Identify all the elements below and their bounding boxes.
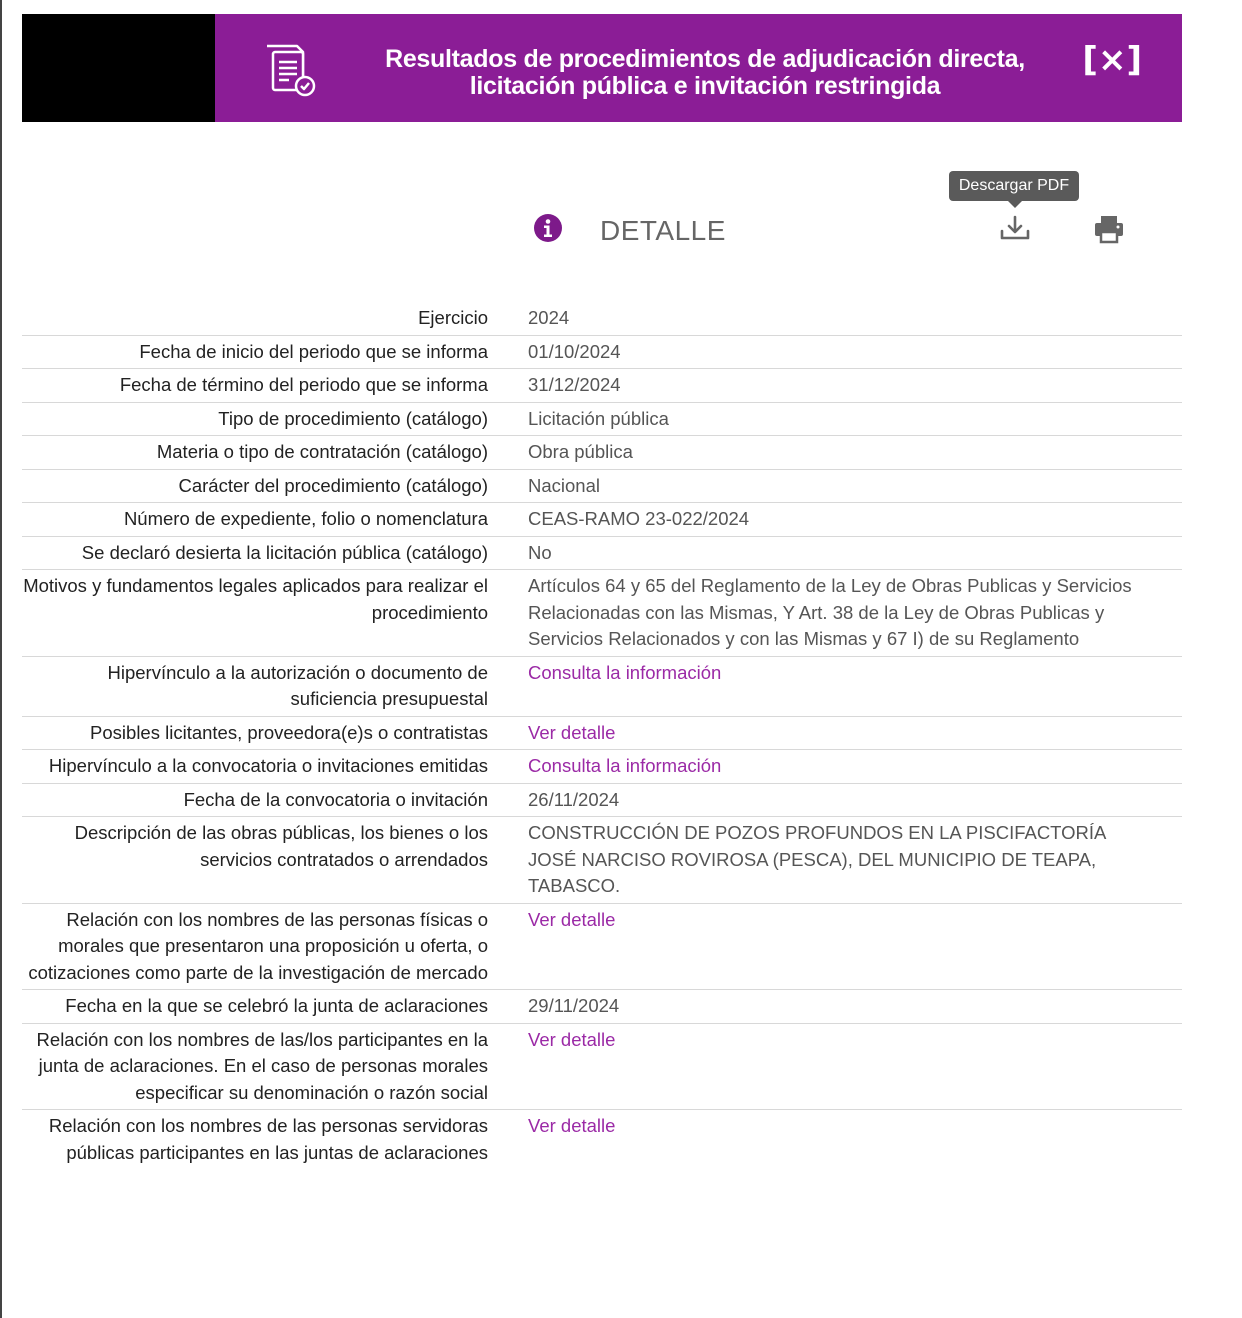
- field-value-link[interactable]: Ver detalle: [528, 908, 616, 930]
- field-value-cell: [528, 1023, 1182, 1110]
- field-value-cell: [528, 1110, 1182, 1170]
- detail-row: [22, 1023, 1182, 1110]
- section-title: DETALLE: [600, 215, 726, 246]
- field-value-cell: [528, 750, 1182, 784]
- field-label: Posibles licitantes, proveedora(e)s o contratistas: [22, 716, 528, 750]
- field-label: Se declaró desierta la licitación pública (catálogo): [22, 536, 528, 570]
- tooltip-arrow: [1008, 201, 1022, 208]
- field-label: Motivos y fundamentos legales aplicados para realizar el procedimiento: [22, 570, 528, 657]
- detail-row: [22, 402, 1182, 436]
- detail-row: [22, 503, 1182, 537]
- field-value: No: [528, 536, 1182, 570]
- field-label: Fecha de la convocatoria o invitación: [22, 783, 528, 817]
- field-value-link[interactable]: Consulta la información: [528, 755, 722, 776]
- page-title-line1: Resultados de procedimientos de adjudicación directa,: [385, 45, 1025, 73]
- field-value-link[interactable]: Ver detalle: [528, 1115, 616, 1136]
- close-button[interactable]: [×]: [1082, 40, 1142, 80]
- header-black-block: [22, 14, 215, 122]
- detail-row: [22, 369, 1182, 403]
- field-label: Hipervínculo a la convocatoria o invitaciones emitidas: [22, 750, 528, 784]
- detail-row: [22, 335, 1182, 369]
- detail-row: [22, 903, 1182, 990]
- detail-row: [22, 716, 1182, 750]
- detail-row: [22, 1110, 1182, 1170]
- field-value-cell: [528, 716, 1182, 750]
- detail-toolbar: [0, 165, 1242, 265]
- modal-header: [22, 14, 1182, 122]
- field-value-link[interactable]: Ver detalle: [528, 721, 616, 743]
- field-label: Relación con los nombres de las/los participantes en la junta de aclaraciones. En el caso de personas morales especificar su denominación o razón social: [22, 1023, 528, 1110]
- detail-row: [22, 783, 1182, 817]
- detail-row: [22, 536, 1182, 570]
- field-value: Licitación pública: [528, 402, 1182, 436]
- download-tooltip: Descargar PDF: [949, 171, 1079, 201]
- field-value-cell: [528, 656, 1182, 716]
- field-value-link[interactable]: Consulta la información: [528, 661, 722, 683]
- field-label: Fecha de inicio del periodo que se informa: [22, 335, 528, 369]
- field-value-cell: [528, 903, 1182, 990]
- field-value: Nacional: [528, 469, 1182, 503]
- detail-row: [22, 469, 1182, 503]
- field-value: 01/10/2024: [528, 335, 1182, 369]
- field-value: Artículos 64 y 65 del Reglamento de la Ley de Obras Publicas y Servicios Relacionadas con las Mismas, Y Art. 38 de la Ley de Obras Publicas y Servicios Relacionados y con las Mismas y 67 I) de su Reglamento: [528, 570, 1182, 657]
- detail-row: [22, 750, 1182, 784]
- field-label: Tipo de procedimiento (catálogo): [22, 402, 528, 436]
- download-icon[interactable]: [998, 212, 1032, 246]
- field-value: CEAS-RAMO 23-022/2024: [528, 503, 1182, 537]
- field-label: Hipervínculo a la autorización o documento de suficiencia presupuestal: [22, 656, 528, 716]
- field-label: Relación con los nombres de las personas servidoras públicas participantes en las juntas de aclaraciones: [48, 1115, 488, 1163]
- info-icon: [533, 213, 563, 243]
- field-value: CONSTRUCCIÓN DE POZOS PROFUNDOS EN LA PISCIFACTORÍA JOSÉ NARCISO ROVIROSA (PESCA), DEL MUNICIPIO DE TEAPA, TABASCO.: [528, 817, 1182, 904]
- detail-row: [22, 570, 1182, 657]
- field-label: Descripción de las obras públicas, los bienes o los servicios contratados o arrendados: [22, 817, 528, 904]
- field-label: Ejercicio: [22, 302, 528, 335]
- field-value: 26/11/2024: [528, 783, 1182, 817]
- field-value: 2024: [528, 302, 1182, 335]
- field-label: Número de expediente, folio o nomenclatura: [22, 503, 528, 537]
- field-label: Fecha en la que se celebró la junta de aclaraciones: [22, 990, 528, 1024]
- detail-table: [22, 302, 1182, 1169]
- page-title: [365, 46, 1045, 100]
- field-label: Fecha de término del periodo que se informa: [22, 369, 528, 403]
- field-value: Obra pública: [528, 436, 1182, 470]
- detail-row: [22, 436, 1182, 470]
- detail-row: [22, 817, 1182, 904]
- print-icon[interactable]: [1092, 212, 1126, 246]
- field-label: Carácter del procedimiento (catálogo): [22, 469, 528, 503]
- page-title-line2: licitación pública e invitación restringida: [469, 72, 941, 100]
- field-value: 29/11/2024: [528, 990, 1182, 1024]
- detail-row: [22, 990, 1182, 1024]
- field-label: Materia o tipo de contratación (catálogo): [22, 436, 528, 470]
- header-banner: [215, 14, 1182, 122]
- field-label: Relación con los nombres de las personas físicas o morales que presentaron una proposición u oferta, o cotizaciones como parte de la investigación de mercado: [22, 903, 528, 990]
- detail-row: [22, 302, 1182, 335]
- field-value-link[interactable]: Ver detalle: [528, 1028, 616, 1050]
- detail-row: [22, 656, 1182, 716]
- field-value: 31/12/2024: [528, 369, 1182, 403]
- document-check-icon: [259, 38, 321, 100]
